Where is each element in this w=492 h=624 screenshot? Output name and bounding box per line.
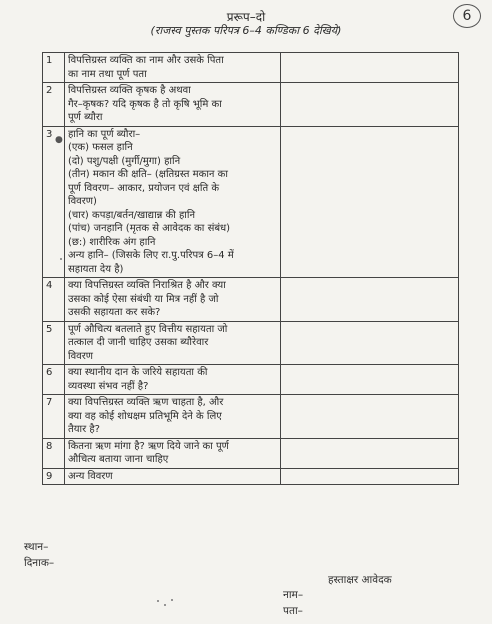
row-question [65,365,281,395]
row-question [65,468,281,485]
row-number: 5 [43,321,65,365]
question-line: तैयार है? [68,424,100,435]
row-number: 2 [43,83,65,127]
question-line: (एक) फसल हानि [68,142,133,153]
ink-speck [171,599,173,601]
row-number: 4 [43,278,65,322]
question-line: क्या वह कोई शोधक्षम प्रतिभूमि देने के लिए [68,410,222,422]
row-number: 1 [43,53,65,83]
question-line: सहायता देय है) [68,263,124,275]
question-line: उसका कोई ऐसा संबंधी या मित्र नहीं है जो [68,293,219,305]
row-question [65,83,281,127]
form-row [43,395,459,439]
signature-label: हस्ताक्षर आवेदक [328,574,392,586]
form-row [43,53,459,83]
question-line: तत्काल दी जानी चाहिए उसका ब्यौरेवार [68,337,209,348]
row-question [65,321,281,365]
name-label: नाम– [283,589,304,601]
place-label: स्थान– [24,541,49,553]
question-line: क्या विपत्तिग्रस्त व्यक्ति निराश्रित है और क्या [68,280,226,291]
row-question [65,126,281,278]
question-line: (दो) पशु/पक्षी (मुर्गी/मुगा) हानि [68,155,181,167]
question-line: विपत्तिग्रस्त व्यक्ति का नाम और उसके पिता [68,55,224,66]
form-row [43,365,459,395]
ink-dot-mark: ● [55,135,63,145]
form-row [43,126,459,278]
question-line: विवरण) [68,196,97,207]
question-line: क्या स्थानीय दान के जरिये सहायता की [68,367,208,378]
row-question [65,278,281,322]
question-line: का नाम तथा पूर्ण पता [68,68,147,80]
row-answer-blank[interactable] [281,321,459,365]
row-answer-blank[interactable] [281,126,459,278]
row-number: 7 [43,395,65,439]
row-answer-blank[interactable] [281,438,459,468]
row-number: 9 [43,468,65,485]
question-line: गैर–कृषक? यदि कृषक है तो कृषि भूमि का [68,98,222,110]
question-line: पूर्ण विवरण– आकार, प्रयोजन एवं क्षति के [68,182,220,194]
form-row [43,278,459,322]
row-question [65,438,281,468]
row-answer-blank[interactable] [281,468,459,485]
date-label: दिनाक– [24,557,55,569]
question-line: पूर्ण ब्यौरा [68,112,103,123]
row-answer-blank[interactable] [281,395,459,439]
question-line: अन्य विवरण [68,470,113,482]
question-line: (पांच) जनहानि (मृतक से आवेदक का संबंध) [68,223,231,234]
form-table-body [43,53,459,485]
row-number: 6 [43,365,65,395]
row-number: 3 [43,126,65,278]
question-line: क्या विपत्तिग्रस्त व्यक्ति ऋण चाहता है, और [68,397,224,408]
application-form-table [42,52,459,485]
question-line: (छ:) शारीरिक अंग हानि [68,236,156,248]
question-line: व्यवस्था संभव नहीं है? [68,380,149,392]
row-question [65,395,281,439]
row-answer-blank[interactable] [281,278,459,322]
ink-speck [60,258,62,260]
question-line: हानि का पूर्ण ब्यौरा– [68,128,141,140]
question-line: औचित्य बताया जाना चाहिए [68,454,169,465]
form-row [43,83,459,127]
question-line: पूर्ण औचित्य बतलाते हुए वित्तीय सहायता जो [68,323,228,335]
row-number: 8 [43,438,65,468]
question-line: अन्य हानि– (जिसके लिए रा.पु.परिपत्र 6–4 में [68,250,234,261]
ink-speck [164,604,166,606]
form-row [43,321,459,365]
form-row [43,468,459,485]
question-line: (तीन) मकान की क्षति– (क्षतिग्रस्त मकान का [68,169,228,180]
address-label: पता– [283,605,303,617]
row-answer-blank[interactable] [281,53,459,83]
form-title: प्ररूप–दो [226,10,266,24]
question-line: विवरण [68,350,94,362]
form-subtitle: (राजस्व पुस्तक परिपत्र 6–4 कण्डिका 6 देखिये) [150,24,342,37]
page-number: 6 [462,8,472,24]
row-question [65,53,281,83]
row-answer-blank[interactable] [281,365,459,395]
ink-speck [157,600,159,602]
form-row [43,438,459,468]
question-line: कितना ऋण मांगा है? ऋण दिये जाने का पूर्ण [68,440,229,452]
question-line: (चार) कपड़ा/बर्तन/खाद्यान्न की हानि [68,209,196,221]
question-line: विपत्तिग्रस्त व्यक्ति कृषक है अथवा [68,85,191,96]
question-line: उसकी सहायता कर सके? [68,307,161,318]
row-answer-blank[interactable] [281,83,459,127]
